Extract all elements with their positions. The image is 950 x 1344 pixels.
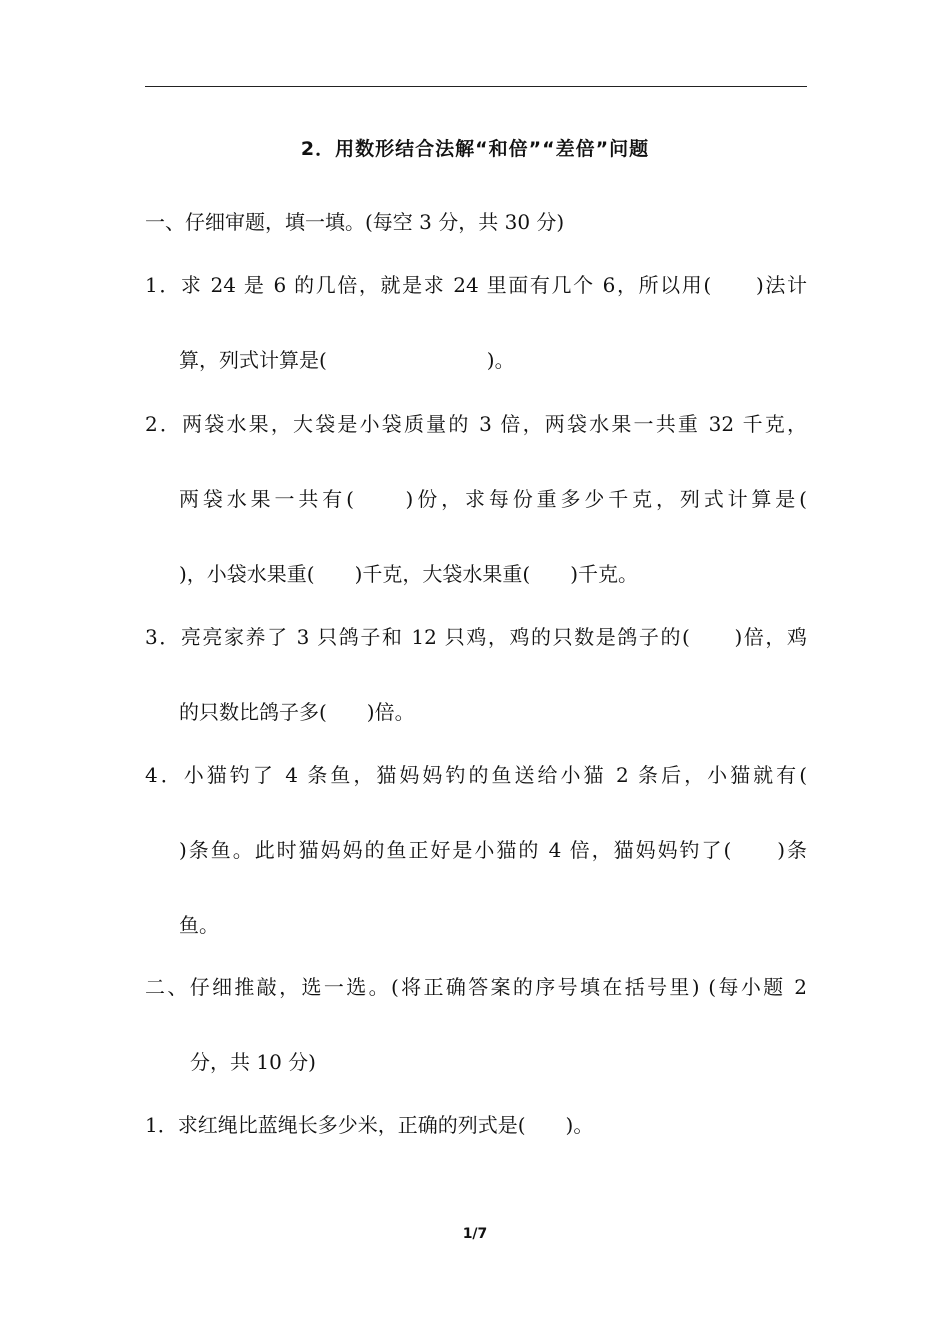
s1-q4-line1: 4．小猫钓了 4 条鱼，猫妈妈钓的鱼送给小猫 2 条后，小猫就有( xyxy=(145,763,807,787)
s1-q4-line2: )条鱼。此时猫妈妈的鱼正好是小猫的 4 倍，猫妈妈钓了( )条 xyxy=(179,838,807,862)
section2-heading-line1: 二、仔细推敲，选一选。(将正确答案的序号填在括号里) (每小题 2 xyxy=(145,975,807,999)
header-rule xyxy=(145,86,807,87)
section2-heading-line2: 分，共 10 分) xyxy=(190,1050,316,1074)
section1-heading: 一、仔细审题，填一填。(每空 3 分，共 30 分) xyxy=(145,210,565,234)
page-title: 2．用数形结合法解“和倍”“差倍”问题 xyxy=(300,138,650,160)
s1-q1-line1: 1．求 24 是 6 的几倍，就是求 24 里面有几个 6，所以用( )法计 xyxy=(145,273,807,297)
s1-q2-line3: )，小袋水果重( )千克，大袋水果重( )千克。 xyxy=(179,562,639,586)
s1-q3-line1: 3．亮亮家养了 3 只鸽子和 12 只鸡，鸡的只数是鸽子的( )倍，鸡 xyxy=(145,625,807,649)
s1-q1-line2: 算，列式计算是( )。 xyxy=(179,348,515,372)
s1-q2-line1: 2．两袋水果，大袋是小袋质量的 3 倍，两袋水果一共重 32 千克， xyxy=(145,412,807,436)
page-number: 1/7 xyxy=(462,1226,488,1242)
s1-q4-line3: 鱼。 xyxy=(179,913,219,937)
s1-q3-line2: 的只数比鸽子多( )倍。 xyxy=(179,700,415,724)
s1-q2-line2: 两袋水果一共有( )份，求每份重多少千克，列式计算是( xyxy=(179,487,807,511)
s2-q1-line1: 1．求红绳比蓝绳长多少米，正确的列式是( )。 xyxy=(145,1113,594,1137)
